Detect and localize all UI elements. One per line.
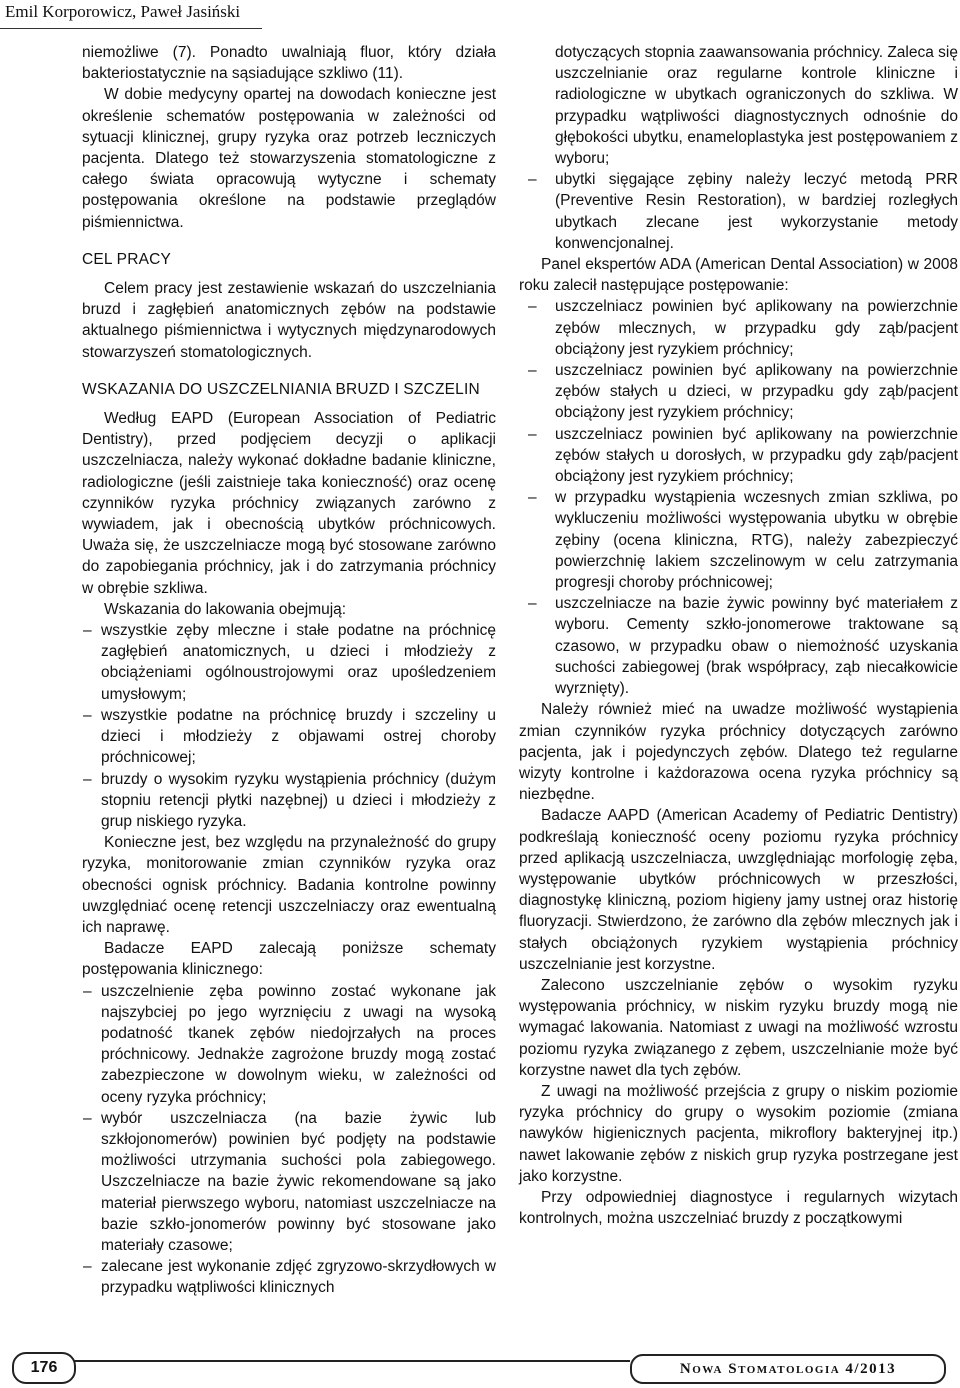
eapd-schemes-list xyxy=(82,981,496,1299)
ada-recommendations-list xyxy=(519,296,958,699)
paragraph: Badacze EAPD zalecają poniższe schematy postępowania klinicznego: xyxy=(82,940,496,979)
list-item: – uszczelniacz powinien być aplikowany na powierzchnie zębów mlecznych, w przypadku gdy ząb/pacjent obciążony jest ryzykiem próchnicy; xyxy=(519,296,958,360)
list-item: – wybór uszczelniacza (na bazie żywic lub szkłojonomerów) powinien być podjęty na podstawie możliwości utrzymania suchości pola zabiegowego. Uszczelniacze na bazie żywic rekomendowane są jako materiał pierwszego wyboru, natomiast uszczelniacze na bazie szkło-jonomerów powinny być stosowane jako materiały czasowe; xyxy=(82,1108,496,1256)
list-item-continuation: dotyczących stopnia zaawansowania próchnicy. Zaleca się uszczelnianie oraz regularne kontrole kliniczne i radiologiczne w ubytkach ograniczonych do szkliwa. W przypadku wątpliwości diagnostycznych odnośnie do głębokości ubytku, enameloplastyka jest postępowaniem z wyboru; xyxy=(555,44,958,168)
paragraph: W dobie medycyny opartej na dowodach konieczne jest określenie schematów postępowania w zależności od sytuacji klinicznej, grupy ryzyka oraz potrzeb leczniczych pacjenta. Dlatego też stowarzyszenia stomatologiczne z całego świata opracowują wytyczne i schematy postępowania określone na podstawie przeglądów piśmiennictwa. xyxy=(82,86,496,231)
paragraph: niemożliwe (7). Ponadto uwalniają fluor, który działa bakteriostatycznie na sąsiadujące szkliwo (11). xyxy=(82,44,496,83)
left-column xyxy=(82,42,496,1299)
running-header-authors: Emil Korporowicz, Paweł Jasiński xyxy=(5,2,241,21)
section-heading-cel-pracy: CEL PRACY xyxy=(82,250,172,268)
list-item: – bruzdy o wysokim ryzyku wystąpienia próchnicy (dużym stopniu retencji płytki nazębnej) u dzieci i młodzieży z grup niskiego ryzyka. xyxy=(82,769,496,833)
footer-rule xyxy=(70,1360,630,1362)
list-item: – uszczelniacz powinien być aplikowany na powierzchnie zębów stałych u dzieci, w przypadku gdy ząb/pacjent obciążony jest ryzykiem próchnicy; xyxy=(519,360,958,424)
list-item: – zalecane jest wykonanie zdjęć zgryzowo-skrzydłowych w przypadku wątpliwości klinicznych xyxy=(82,1256,496,1298)
list-item: – uszczelniacze na bazie żywic powinny być materiałem z wyboru. Cementy szkło-jonomerowe traktowane są czasowo, w przypadku obaw o niemożność uzyskania suchości zabiegowej (brak współpracy, ząb niecałkowicie wyrznięty). xyxy=(519,593,958,699)
paragraph: Zalecono uszczelnianie zębów o wysokim ryzyku występowania próchnicy, w niskim ryzyku bruzdy mogą nie wymagać lakowania. Natomiast z uwagi na możliwość wzrostu poziomu ryzyka związanego z zębem, uszczelnianie może być korzystne nawet dla tych zębów. xyxy=(519,976,958,1079)
header-rule xyxy=(0,28,262,29)
list-item: – uszczelnienie zęba powinno zostać wykonane jak najszybciej po jego wyrznięciu z uwagi na wysoką podatność tkanek zębów niedojrzałych na proces próchnicowy. Jednakże zagrożone bruzdy mogą zostać zabezpieczone w dowolnym wieku, w zależności od oceny ryzyka próchnicy; xyxy=(82,981,496,1108)
list-item: – ubytki sięgające zębiny należy leczyć metodą PRR (Preventive Resin Restoration), w bardziej rozległych ubytkach zlecane jest wykorzystanie metody konwencjonalnej. xyxy=(519,169,958,254)
eapd-schemes-list-continued xyxy=(519,42,958,254)
paragraph: Należy również mieć na uwadze możliwość wystąpienia zmian czynników ryzyka próchnicy dotyczących zarówno pacjenta, jak i pojedynczych zębów. Dlatego też regularne wizyty kontrolne i każdorazowa ocena ryzyka próchnicy są niezbędne. xyxy=(519,701,958,804)
paragraph: Celem pracy jest zestawienie wskazań do uszczelniania bruzd i zagłębień anatomicznych zębów na podstawie aktualnego piśmiennictwa i wytycznych międzynarodowych stowarzyszeń stomatologicznych. xyxy=(82,280,496,361)
right-column xyxy=(519,42,958,1229)
paragraph: Panel ekspertów ADA (American Dental Association) w 2008 roku zalecił następujące postępowanie: xyxy=(519,256,958,295)
paragraph: Badacze AAPD (American Academy of Pediatric Dentistry) podkreślają konieczność oceny poziomu ryzyka próchnicy przed aplikacją uszczelniacza, uwzględniając morfologię zęba, występowanie ubytków próchnicowych w przeszłości, diagnostykę kliniczną, poziom higieny jamy ustnej oraz historię fluoryzacji. Stwierdzono, że zarówno dla zębów mlecznych jak i stałych obciążonych ryzykiem wystąpienia próchnicy uszczelnianie jest korzystne. xyxy=(519,807,958,973)
paragraph: Według EAPD (European Association of Pediatric Dentistry), przed podjęciem decyzji o aplikacji uszczelniacza, należy wykonać dokładne badanie kliniczne, radiologiczne (jeśli zaistnieje taka konieczność) oraz ocenę czynników ryzyka próchnicy związanych zarówno z wywiadem, jak i obecnością ubytków próchnicowych. Uważa się, że uszczelniacze mogą być stosowane zarówno do zapobiegania próchnicy, jak i do zatrzymania próchnicy w obrębie szkliwa. xyxy=(82,410,496,597)
journal-name: Nowa Stomatologia 4/2013 xyxy=(630,1354,946,1384)
page-number: 176 xyxy=(12,1352,76,1384)
page-footer xyxy=(0,1352,960,1388)
paragraph: Przy odpowiedniej diagnostyce i regularnych wizytach kontrolnych, można uszczelniać bruzdy z początkowymi xyxy=(519,1188,958,1228)
list-item: – wszystkie zęby mleczne i stałe podatne na próchnicę zagłębień anatomicznych, u dzieci i młodzieży z obciążeniami ogólnoustrojowymi oraz upośledzeniem umysłowym; xyxy=(82,620,496,705)
paragraph: Konieczne jest, bez względu na przynależność do grupy ryzyka, monitorowanie zmian czynników ryzyka oraz obecności ognisk próchnicy. Badania kontrolne powinny uwzględniać ocenę retencji uszczelniaczy oraz ewentualną ich naprawę. xyxy=(82,834,496,936)
paragraph: Z uwagi na możliwość przejścia z grupy o niskim poziomie ryzyka próchnicy do grupy o wysokim poziomie (zmiana nawyków higienicznych pacjenta, mikroflory bakteryjnej itp.) nawet lakowanie zębów z niskich grup ryzyka postrzegane jest jako korzystne. xyxy=(519,1082,958,1185)
list-item: – w przypadku wystąpienia wczesnych zmian szkliwa, po wykluczeniu możliwości występowania ubytku w obrębie zębiny (ocena kliniczna, RTG), należy zabezpieczyć powierzchnię lakiem szczelinowym w celu zatrzymania progresji choroby próchnicowej; xyxy=(519,487,958,593)
paragraph: Wskazania do lakowania obejmują: xyxy=(104,600,347,618)
list-item: – wszystkie podatne na próchnicę bruzdy i szczeliny u dzieci i młodzieży z objawami ostrej choroby próchnicowej; xyxy=(82,705,496,769)
section-heading-wskazania: WSKAZANIA DO USZCZELNIANIA BRUZD I SZCZELIN xyxy=(82,380,480,398)
list-item: – uszczelniacz powinien być aplikowany na powierzchnie zębów stałych u dorosłych, w przypadku gdy ząb/pacjent obciążony jest ryzykiem próchnicy; xyxy=(519,424,958,488)
indications-list xyxy=(82,620,496,832)
